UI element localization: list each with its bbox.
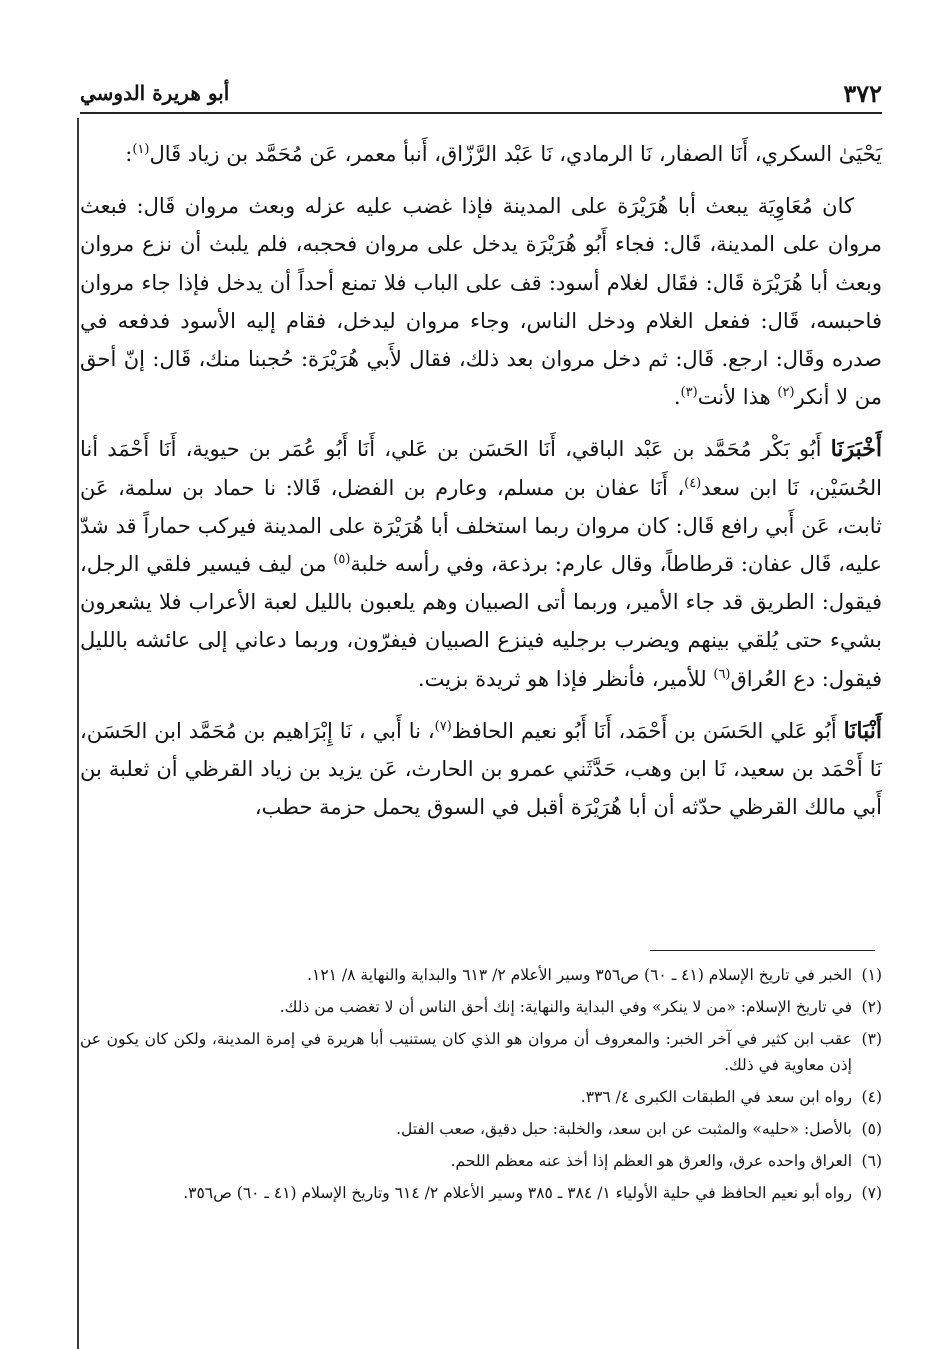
- footnote-number: (٦): [861, 1152, 882, 1170]
- header-rule: [80, 112, 882, 114]
- footnote-reference: (٤): [684, 475, 702, 491]
- footnote-number: (٤): [861, 1088, 882, 1106]
- isnad-lead-word: أَخْبَرَنَا: [830, 436, 882, 463]
- footnote-number: (٣): [861, 1030, 882, 1048]
- footnote: [80, 1026, 882, 1078]
- text-run: :: [125, 142, 133, 166]
- footnote: [80, 994, 882, 1020]
- footnote-text: عقب ابن كثير في آخر الخبر: والمعروف أن مروان هو الذي كان يستنيب أبا هريرة في إمرة المدينة، ولكن كان يكون عن إذن معاوية في ذلك.: [80, 1030, 852, 1074]
- footnote-text: العراق واحده عرق، والعرق هو العظم إذا أخذ عنه معظم اللحم.: [450, 1152, 852, 1170]
- footnotes: [80, 962, 882, 1212]
- footnote-number: (٢): [861, 998, 882, 1016]
- text-run: يَحْيَىٰ السكري، أَنَا الصفار، نَا الرمادي، نَا عَبْد الرَّزّاق، أَنبأ معمر، عَن مُحَمَّد بن زياد قَال: [149, 142, 882, 166]
- footnote-reference: (٣): [680, 385, 698, 401]
- text-run: للأمير، فأنظر فإذا هو ثريدة بزيت.: [417, 666, 714, 691]
- footnote: [80, 1084, 882, 1110]
- footnote-text: في تاريخ الإسلام: «من لا ينكر» وفي البداية والنهاية: إنك أحق الناس أن لا تغضب من ذلك.: [279, 998, 852, 1016]
- footnote: [80, 1180, 882, 1206]
- main-text: [80, 135, 882, 840]
- footnote-reference: (٢): [777, 385, 795, 401]
- footnote-reference: (٧): [434, 718, 452, 734]
- text-run: أَبُو بَكْر مُحَمَّد بن عَبْد الباقي، أَنَا الحَسَن بن عَلي، أَنَا أَبُو عُمَر بن حيوية، أَنَا أَحْمَد أنا الحُسَيْن، نَا ابن سعد: [80, 437, 882, 500]
- footnote-number: (٥): [861, 1120, 882, 1138]
- paragraph: [80, 135, 882, 173]
- footnote-reference: (٦): [713, 666, 731, 682]
- text-run: ، نا أَبي ، نَا إِبْرَاهيم بن مُحَمَّد ابن الحَسَن، نَا أَحْمَد بن سعيد، نَا ابن وهب، حَدَّثَني عمرو بن الحارث، عَن يزيد بن زياد القرظي أن ثعلبة بن أَبي مالك القرظي حدّثه أن أبا هُرَيْرَة أقبل في السوق يحمل حزمة حطب،: [80, 718, 882, 820]
- footnote-number: (٧): [861, 1184, 882, 1202]
- text-run: أَبُو عَلي الحَسَن بن أَحْمَد، أَنَا أَبُو نعيم الحافظ: [451, 718, 844, 743]
- footnote-text: رواه أبو نعيم الحافظ في حلية الأولياء ١/ ٣٨٤ ـ ٣٨٥ وسير الأعلام ٢/ ٦١٤ وتاريخ الإسلام (٤١ ـ ٦٠) ص٣٥٦.: [183, 1184, 852, 1202]
- isnad-lead-word: أَنْبَانَا: [843, 717, 882, 744]
- footnote-reference: (٥): [333, 552, 351, 568]
- footnote: [80, 1116, 882, 1142]
- footnote-text: رواه ابن سعد في الطبقات الكبرى ٤/ ٣٣٦.: [580, 1088, 852, 1106]
- paragraph: [80, 712, 882, 827]
- paragraph: [80, 430, 882, 697]
- margin-rule: [77, 118, 79, 1349]
- footnote-number: (١): [861, 966, 882, 984]
- footnote-separator: [650, 950, 875, 951]
- running-title: أبو هريرة الدوسي: [80, 81, 230, 105]
- text-run: كان مُعَاوِيَة يبعث أبا هُرَيْرَة على المدينة فإذا غضب عليه عزله وبعث مروان قَال: فبعث مروان على المدينة، قَال: فجاء أَبُو هُرَيْرَة يدخل على مروان فحجبه، فلم يلبث أن نزع مروان وبعث أبا هُرَيْرَة قَال: فقَال لغلام أسود: قف على الباب فلا تمنع أحداً أن يدخل فإذا جاء مروان فاحبسه، قَال: ففعل الغلام ودخل الناس، وجاء مروان ليدخل، فقام إليه الأسود فدفعه في صدره وقَال: ارجع. قَال: ثم دخل مروان بعد ذلك، فقال لأَبي هُرَيْرَة: حُجبنا منك، قَال: إنّ أحق من لا أنكر: [80, 194, 882, 410]
- text-run: هذا لأنت: [697, 385, 778, 410]
- text-run: من ليف فيسير فلقي الرجل، فيقول: الطريق قد جاء الأمير، وربما أتى الصبيان وهم يلعبون بالليل لعبة الأعراب فلا يشعرون بشيء حتى يُلقي بينهم ويضرب برجليه فينزع الصبيان فيفرّون، وربما دعاني إلى عائشه بالليل فيقول: دع العُراق: [80, 552, 882, 691]
- footnote: [80, 962, 882, 988]
- text-run: .: [673, 385, 681, 410]
- footnote-text: الخبر في تاريخ الإسلام (٤١ ـ ٦٠) ص٣٥٦ وسير الأعلام ٢/ ٦١٣ والبداية والنهاية ٨/ ١٢١.: [307, 966, 852, 984]
- footnote-text: بالأصل: «حليه» والمثبت عن ابن سعد، والخلبة: حبل دقيق، صعب الفتل.: [396, 1120, 852, 1138]
- footnote: [80, 1148, 882, 1174]
- paragraph: [80, 187, 882, 416]
- page-header: [80, 78, 882, 108]
- page-number: ٣٧٢: [843, 78, 882, 108]
- footnote-reference: (١): [132, 142, 150, 157]
- text-run: ، أَنَا عفان بن مسلم، وعارم بن الفضل، قَالا: نا حماد بن سلمة، عَن ثابت، عَن أَبي رافع قَال: كان مروان ربما استخلف أبا هُرَيْرَة على المدينة فيركب حماراً قد شدّ عليه، قَال عفان: قرطاطاً، وقال عارم: برذعة، وفي رأسه خلبة: [80, 475, 883, 577]
